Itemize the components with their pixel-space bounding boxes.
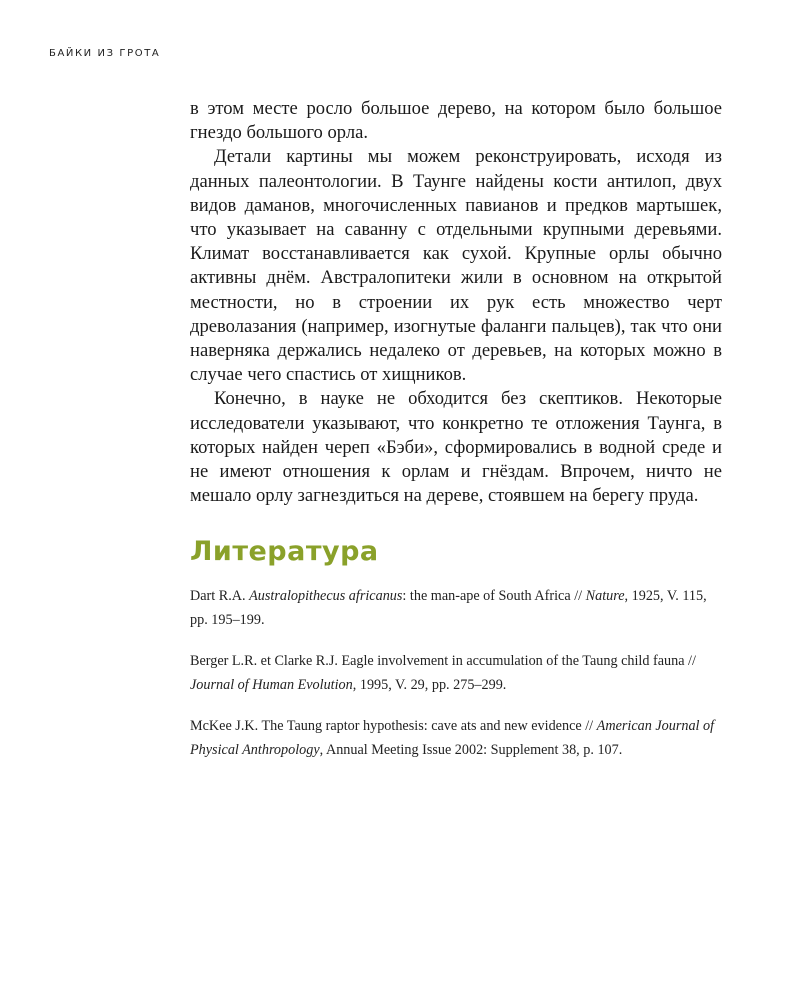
ref-authors: McKee J.K.	[190, 718, 262, 734]
ref-journal: Journal of Human Evolution	[190, 677, 353, 693]
ref-details: , 1995, V. 29, pp. 275–299.	[352, 677, 507, 693]
ref-authors: Dart R.A.	[190, 588, 250, 604]
ref-journal: Nature	[585, 588, 625, 604]
ref-title: The Taung raptor hypothesis: cave ats and new evidence //	[261, 718, 597, 734]
ref-details: , 1925, V. 115, pp. 195–199.	[190, 588, 707, 628]
paragraph: Детали картины мы можем реконструировать, исходя из данных палеонтологии. В Таунге найдены кости антилоп, двух видов даманов, многочисленных павианов и предков мартышек, что указывает на саванну с отдельными крупными деревьями. Климат восстанавливается как сухой. Крупные орлы обычно активны днём. Австралопитеки жили в основном на открытой местности, но в строении их рук есть множество черт древолазания (например, изогнутые фаланги пальцев), так что они наверняка держались недалеко от деревьев, на которых можно в случае чего спастись от хищников.	[190, 146, 722, 386]
reference-list	[190, 584, 724, 779]
reference-item	[190, 584, 724, 632]
paragraph: Конечно, в науке не обходится без скептиков. Некоторые исследователи указывают, что конкретно те отложения Таунга, в которых найден череп «Бэби», сформировались в водной среде и не имеют отношения к орлам и гнёздам. Впрочем, ничто не мешало орлу загнездиться на дереве, стоявшем на берегу пруда.	[190, 388, 722, 507]
ref-details: , Annual Meeting Issue 2002: Supplement 38, p. 107.	[319, 742, 623, 758]
body-text	[190, 97, 722, 508]
running-header: БАЙКИ ИЗ ГРОТА	[49, 48, 161, 59]
ref-title: Eagle involvement in accumulation of the Taung child fauna //	[341, 653, 696, 669]
paragraph: в этом месте росло большое дерево, на котором было большое гнездо большого орла.	[190, 98, 722, 144]
literature-heading: Литература	[190, 536, 379, 567]
reference-item	[190, 714, 724, 762]
ref-title: Australopithecus africanus	[249, 588, 403, 604]
ref-authors: Berger L.R. et Clarke R.J.	[190, 653, 342, 669]
ref-text: : the man-ape of South Africa //	[402, 588, 586, 604]
reference-item	[190, 649, 724, 697]
ref-journal: American Journal of Physical Anthropology	[190, 718, 715, 758]
